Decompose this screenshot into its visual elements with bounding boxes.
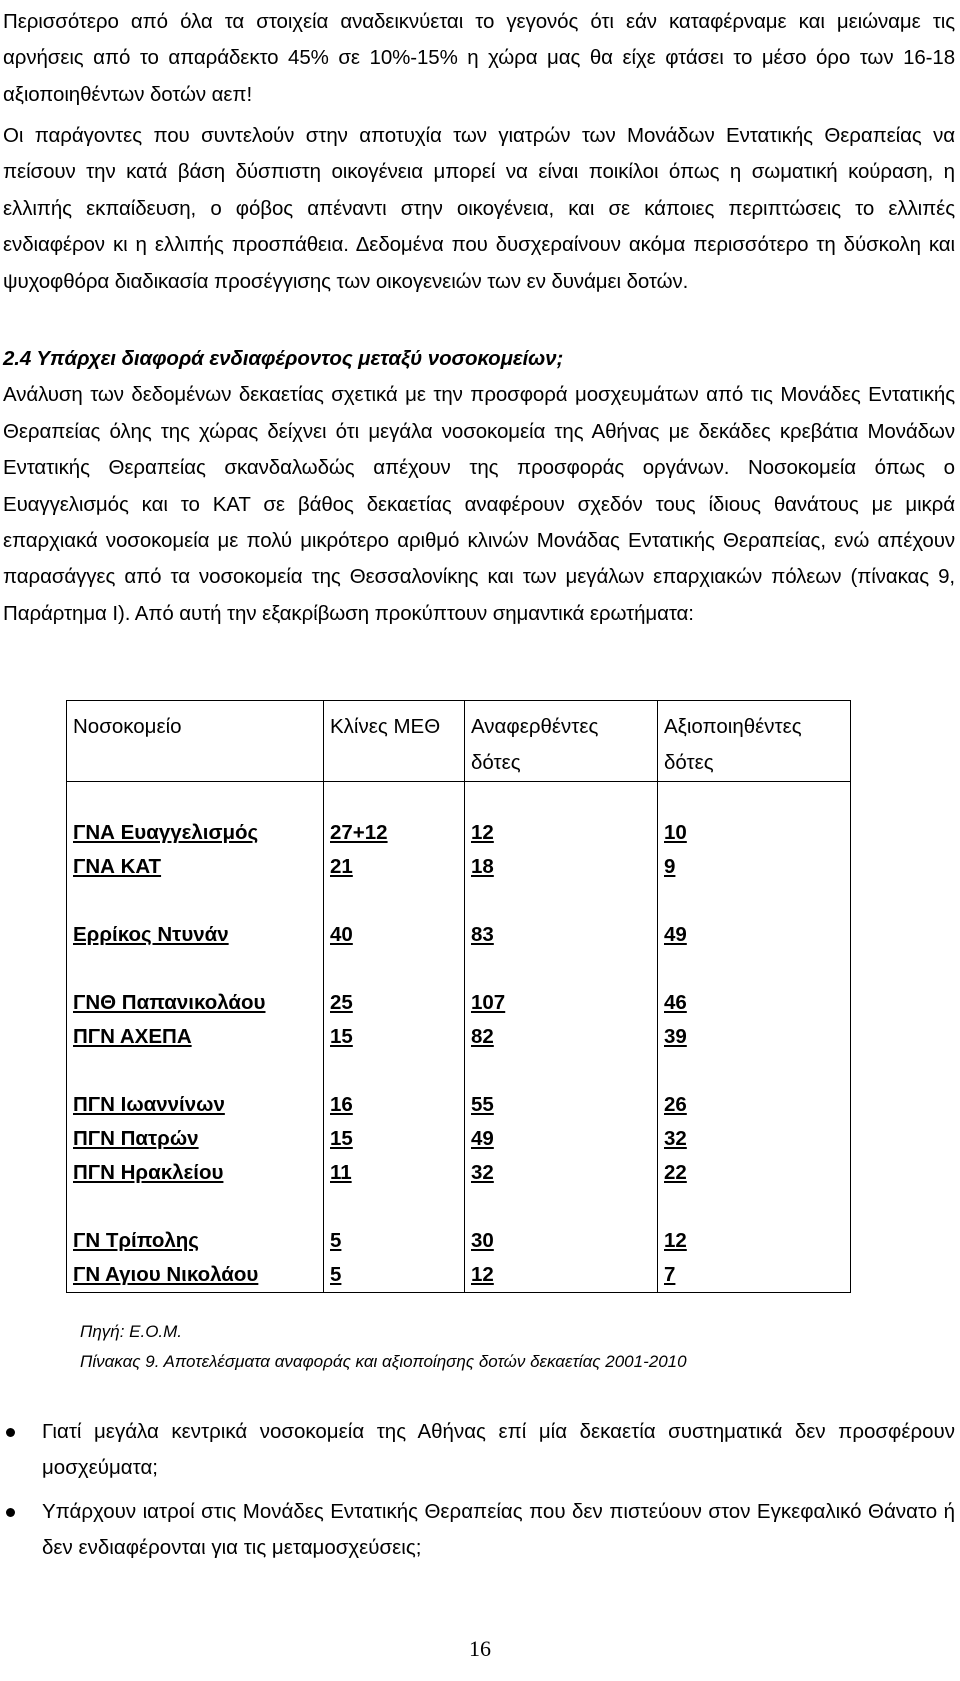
cell-utilized: 39 [658,1020,851,1054]
table-spacer [67,1054,851,1088]
table-row [67,1258,851,1293]
table-spacer [67,884,851,918]
bullet-icon [6,1508,15,1517]
cell-reported: 55 [465,1088,658,1122]
bullet-icon [6,1428,15,1437]
table-caption: Πίνακας 9. Αποτελέσματα αναφοράς και αξιοποίησης δοτών δεκαετίας 2001-2010 [80,1352,687,1371]
cell-beds: 25 [324,986,465,1020]
cell-hospital: ΓΝΑ ΚΑΤ [67,850,324,884]
cell-utilized: 49 [658,918,851,952]
cell-reported: 49 [465,1122,658,1156]
cell-hospital: ΓΝ Τρίπολης [67,1224,324,1258]
cell-beds: 5 [324,1224,465,1258]
section-2-4 [3,341,955,632]
cell-utilized: 26 [658,1088,851,1122]
table-row [67,1156,851,1190]
cell-reported: 30 [465,1224,658,1258]
cell-utilized: 46 [658,986,851,1020]
cell-hospital: ΠΓΝ Ιωαννίνων [67,1088,324,1122]
cell-beds: 27+12 [324,816,465,850]
table-row [67,986,851,1020]
header-icu-beds: Κλίνες ΜΕΘ [324,701,465,782]
cell-utilized: 12 [658,1224,851,1258]
table-row [67,1224,851,1258]
cell-utilized: 9 [658,850,851,884]
cell-hospital: Ερρίκος Ντυνάν [67,918,324,952]
cell-beds: 15 [324,1122,465,1156]
cell-reported: 12 [465,816,658,850]
page-number: 16 [469,1636,491,1661]
table-spacer [67,782,851,817]
cell-hospital: ΠΓΝ ΑΧΕΠΑ [67,1020,324,1054]
cell-utilized: 32 [658,1122,851,1156]
list-item [0,1494,955,1567]
cell-beds: 16 [324,1088,465,1122]
cell-utilized: 10 [658,816,851,850]
list-item-text: Γιατί μεγάλα κεντρικά νοσοκομεία της Αθήνας επί μία δεκαετία συστηματικά δεν προσφέρουν μοσχεύματα; [42,1420,955,1480]
cell-reported: 83 [465,918,658,952]
list-item-text: Υπάρχουν ιατροί στις Μονάδες Εντατικής Θεραπείας που δεν πιστεύουν στον Εγκεφαλικό Θάνατο ή δεν ενδιαφέρονται για τις μεταμοσχεύσεις; [42,1499,955,1560]
cell-hospital: ΓΝΘ Παπανικολάου [67,986,324,1020]
table-row [67,1122,851,1156]
cell-utilized: 7 [658,1258,851,1293]
header-utilized-donors: Αξιοποιηθέντες δότες [658,701,851,782]
cell-hospital: ΠΓΝ Πατρών [67,1122,324,1156]
cell-reported: 82 [465,1020,658,1054]
table-row [67,1020,851,1054]
table-row [67,816,851,850]
question-list [0,1414,955,1574]
cell-reported: 12 [465,1258,658,1293]
table-spacer [67,952,851,986]
hospital-donors-table [66,700,851,1293]
table-row [67,918,851,952]
table-row [67,850,851,884]
table-spacer [67,1190,851,1224]
list-item [0,1414,955,1487]
header-reported-donors: Αναφερθέντες δότες [465,701,658,782]
table-row [67,1088,851,1122]
cell-hospital: ΓΝ Αγιου Νικολάου [67,1258,324,1293]
table-header-row [67,701,851,782]
header-hospital: Νοσοκομείο [67,701,324,782]
section-heading: 2.4 Υπάρχει διαφορά ενδιαφέροντος μεταξύ νοσοκομείων; [3,347,564,370]
cell-beds: 11 [324,1156,465,1190]
cell-beds: 40 [324,918,465,952]
table-source: Πηγή: Ε.Ο.Μ. [80,1322,183,1341]
cell-hospital: ΠΓΝ Ηρακλείου [67,1156,324,1190]
paragraph-intro: Περισσότερο από όλα τα στοιχεία αναδεικνύεται το γεγονός ότι εάν καταφέρναμε και μειώναμε τις αρνήσεις από το απαράδεκτο 45% σε 10%-15% η χώρα μας θα είχε φτάσει το μέσο όρο των 16-18 αξιοποιηθέντων δοτών αεπ! [3,10,955,106]
cell-hospital: ΓΝΑ Ευαγγελισμός [67,816,324,850]
cell-reported: 18 [465,850,658,884]
cell-utilized: 22 [658,1156,851,1190]
cell-beds: 5 [324,1258,465,1293]
paragraph-factors: Οι παράγοντες που συντελούν στην αποτυχία των γιατρών των Μονάδων Εντατικής Θεραπείας να πείσουν την κατά βάση δύσπιστη οικογένεια μπορεί να είναι ποικίλοι όπως η σωματική κούραση, η ελλιπής εκπαίδευση, ο φόβος απέναντι στην οικογένεια, και σε κάποιες περιπτώσεις το ελλιπές ενδιαφέρον κι η ελλιπής προσπάθεια. Δεδομένα που δυσχεραίνουν ακόμα περισσότερο τη δύσκολη και ψυχοφθόρα διαδικασία προσέγγισης των οικογενειών των εν δυνάμει δοτών. [3,124,955,293]
section-body: Ανάλυση των δεδομένων δεκαετίας σχετικά με την προσφορά μοσχευμάτων από τις Μονάδες Εντατικής Θεραπείας όλης της χώρας δείχνει ότι μεγάλα νοσοκομεία της Αθήνας με δεκάδες κρεβάτια Μονάδων Εντατικής Θεραπείας σκανδαλωδώς απέχουν της προσφοράς οργάνων. Νοσοκομεία όπως ο Ευαγγελισμός και το ΚΑΤ σε βάθος δεκαετίας αναφέρουν σχεδόν τους ίδιους θανάτους με μικρά επαρχιακά νοσοκομεία με πολύ μικρότερο αριθμό κλινών Μονάδας Εντατικής Θεραπείας, ενώ απέχουν παρασάγγες από τα νοσοκομεία της Θεσσαλονίκης και των μεγάλων επαρχιακών πόλεων (πίνακας 9, Παράρτημα Ι). Από αυτή την εξακρίβωση προκύπτουν σημαντικά ερωτήματα: [3,383,955,625]
cell-beds: 21 [324,850,465,884]
cell-beds: 15 [324,1020,465,1054]
cell-reported: 107 [465,986,658,1020]
cell-reported: 32 [465,1156,658,1190]
